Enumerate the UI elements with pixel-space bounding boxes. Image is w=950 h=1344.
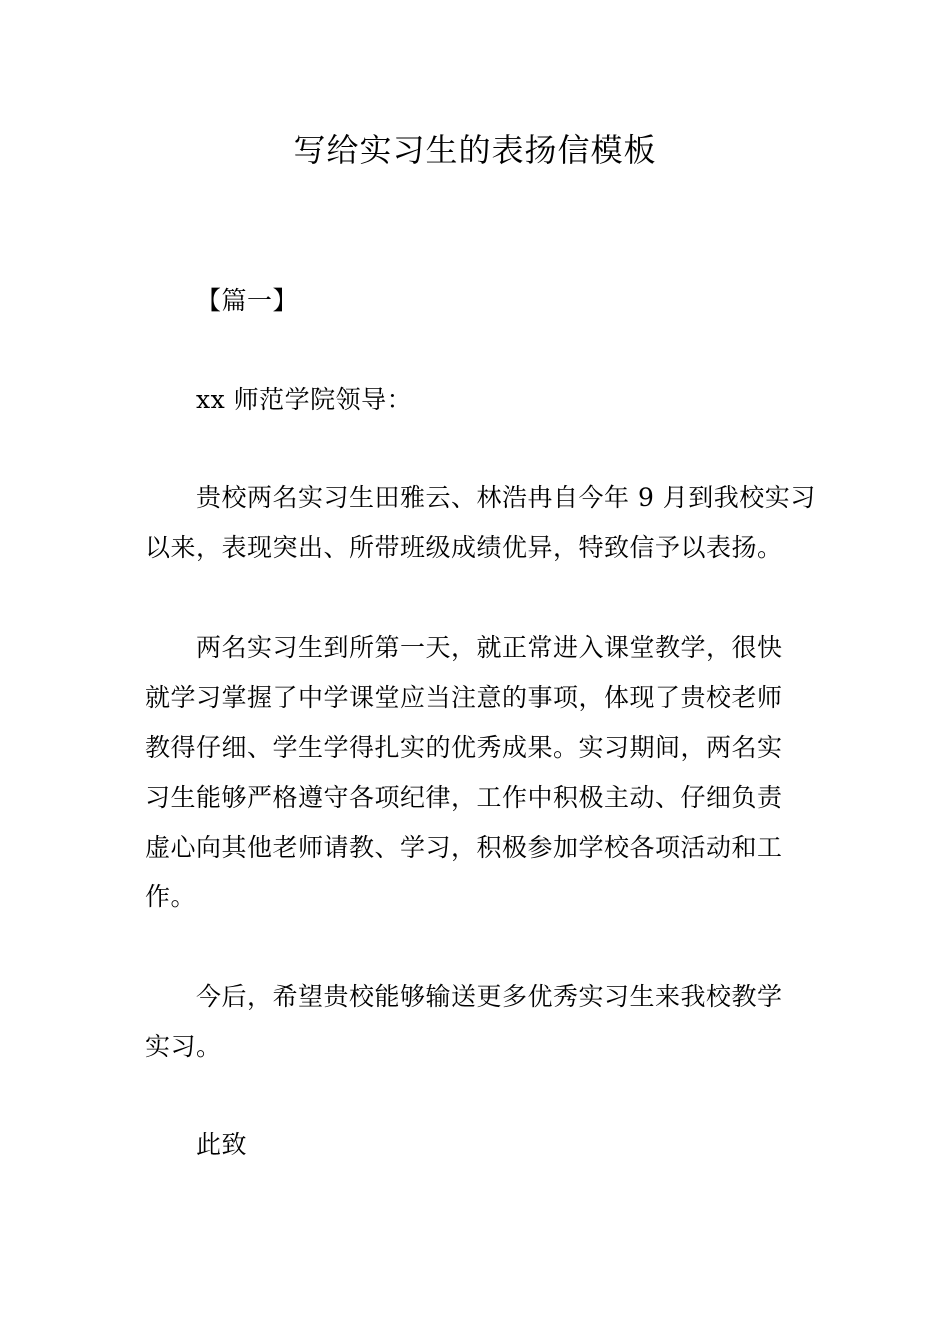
- paragraph3-line1: 今后，希望贵校能够输送更多优秀实习生来我校教学: [196, 982, 783, 1011]
- section-label: 【篇一】: [196, 286, 299, 315]
- paragraph3-line2: 实习。: [145, 1032, 222, 1061]
- paragraph2-line6: 作。: [145, 882, 197, 911]
- paragraph2-line5: 虚心向其他老师请教、学习，积极参加学校各项活动和工: [145, 833, 783, 862]
- paragraph1-line2: 以来，表现突出、所带班级成绩优异，特致信予以表扬。: [145, 533, 783, 562]
- paragraph2-line2: 就学习掌握了中学课堂应当注意的事项，体现了贵校老师: [145, 683, 783, 712]
- document-title: 写给实习生的表扬信模板: [293, 131, 657, 169]
- paragraph1-line1: 贵校两名实习生田雅云、林浩冉自今年 9 月到我校实习: [196, 483, 816, 512]
- paragraph2-line4: 习生能够严格遵守各项纪律，工作中积极主动、仔细负责: [145, 783, 783, 812]
- paragraph2-line3: 教得仔细、学生学得扎实的优秀成果。实习期间，两名实: [145, 733, 783, 762]
- paragraph2-line1: 两名实习生到所第一天，就正常进入课堂教学，很快: [196, 633, 783, 662]
- closing: 此致: [196, 1130, 248, 1159]
- salutation: xx 师范学院领导：: [196, 385, 413, 414]
